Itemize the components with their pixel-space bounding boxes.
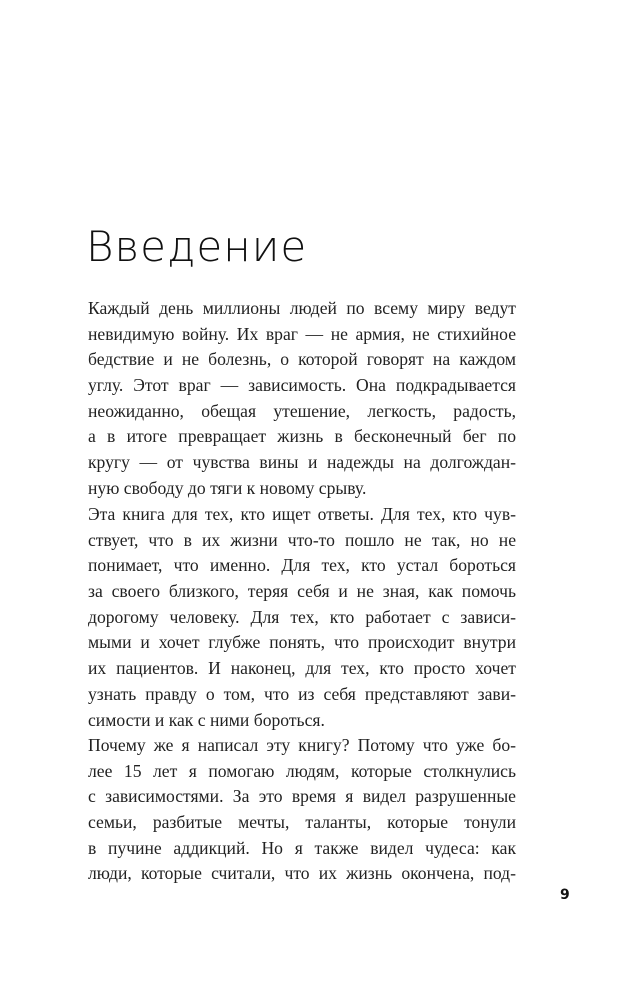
text-line: кругу — от чувства вины и надежды на долгождан- [88,452,516,473]
text-line: семьи, разбитые мечты, таланты, которые тонули [88,812,516,833]
text-line: неожиданно, обещая утешение, легкость, радость, [88,400,516,421]
paragraph-1 [88,296,516,502]
text-line: узнать правду о том, что из себя представляют зави- [88,683,516,704]
text-line: невидимую войну. Их враг — не армия, не стихийное [88,323,516,344]
text-line: ную свободу до тяги к новому срыву. [88,477,367,498]
text-line: лее 15 лет я помогаю людям, которые столкнулись [88,760,516,781]
text-line: Почему же я написал эту книгу? Потому что уже бо- [88,735,516,755]
paragraph-3 [88,733,516,887]
page-number: 9 [560,887,570,903]
text-line: Каждый день миллионы людей по всему миру ведут [88,298,516,318]
text-line: мыми и хочет глубже понять, что происходит внутри [88,632,516,653]
text-line: ствует, что в их жизни что-то пошло не так, но не [88,529,516,550]
text-line: а в итоге превращает жизнь в бесконечный бег по [88,426,516,447]
text-line: симости и как с ними бороться. [88,709,325,730]
text-line: дорогому человеку. Для тех, кто работает с зависи- [88,606,516,627]
paragraph-2 [88,502,516,733]
text-line: люди, которые считали, что их жизнь окончена, под- [88,863,516,884]
text-line: понимает, что именно. Для тех, кто устал бороться [88,555,516,576]
text-line: за своего близкого, теряя себя и не зная, как помочь [88,581,516,602]
text-line: в пучине аддикций. Но я также видел чудеса: как [88,837,516,858]
text-line: с зависимостями. За это время я видел разрушенные [88,786,516,807]
text-line: их пациентов. И наконец, для тех, кто просто хочет [88,658,516,679]
text-line: Эта книга для тех, кто ищет ответы. Для тех, кто чув- [88,504,516,524]
text-line: бедствие и не болезнь, о которой говорят на каждом [88,349,516,370]
chapter-title: Введение [86,222,308,271]
text-line: углу. Этот враг — зависимость. Она подкрадывается [88,375,516,396]
